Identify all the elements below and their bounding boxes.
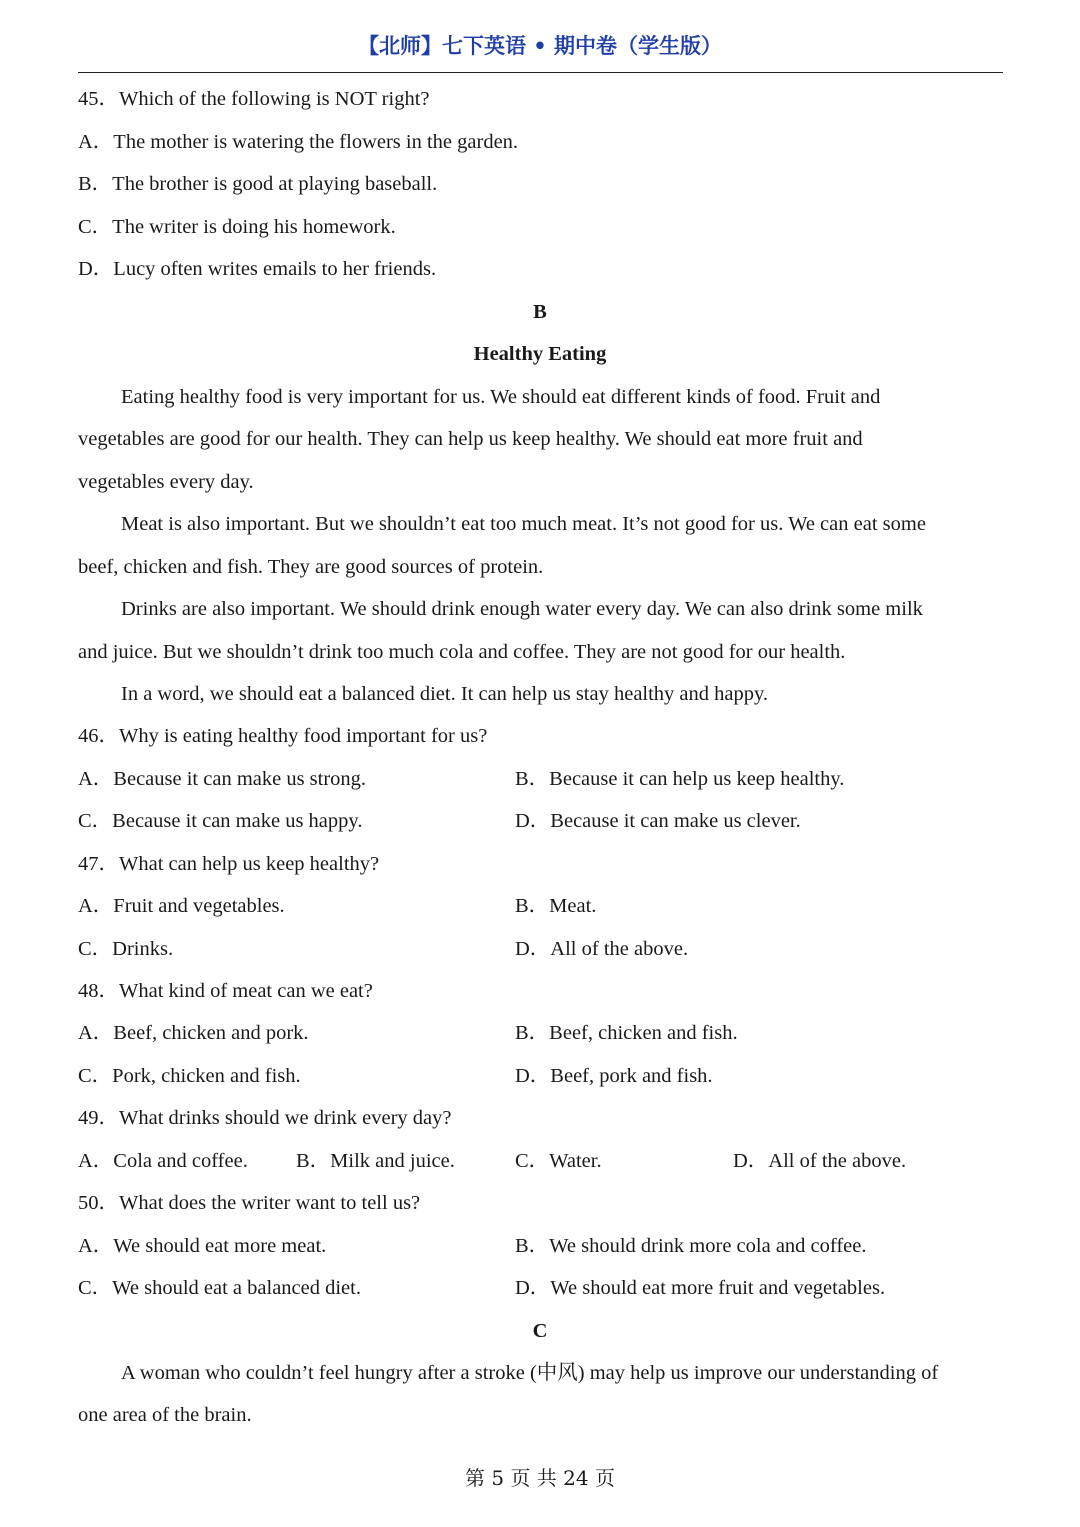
passage-line: A woman who couldn’t feel hungry after a stroke (中风) may help us improve our understanding of — [121, 1362, 939, 1384]
q47-stem: 47．What can help us keep healthy? — [78, 853, 380, 875]
section-b-title: Healthy Eating — [473, 343, 607, 365]
q46-option-b: B．Because it can help us keep healthy. — [515, 768, 845, 790]
q46-stem: 46．Why is eating healthy food important for us? — [78, 725, 488, 747]
section-b-letter: B — [533, 301, 547, 323]
q48-option-d: D．Beef, pork and fish. — [515, 1065, 713, 1087]
q49-option-d: D．All of the above. — [733, 1150, 907, 1172]
q47-option-b: B．Meat. — [515, 895, 597, 917]
q49-option-b: B．Milk and juice. — [296, 1150, 455, 1172]
q49-stem: 49．What drinks should we drink every day? — [78, 1107, 452, 1129]
q50-option-a: A．We should eat more meat. — [78, 1235, 327, 1257]
header-divider — [78, 72, 1003, 73]
q48-option-c: C．Pork, chicken and fish. — [78, 1065, 301, 1087]
q45-option-b: B．The brother is good at playing baseball. — [78, 173, 438, 195]
q49-option-a: A．Cola and coffee. — [78, 1150, 248, 1172]
q47-option-c: C．Drinks. — [78, 938, 174, 960]
q47-option-a: A．Fruit and vegetables. — [78, 895, 285, 917]
passage-line: one area of the brain. — [78, 1404, 252, 1426]
q50-option-d: D．We should eat more fruit and vegetables. — [515, 1277, 886, 1299]
q46-option-d: D．Because it can make us clever. — [515, 810, 801, 832]
passage-line: In a word, we should eat a balanced diet. It can help us stay healthy and happy. — [121, 683, 769, 705]
passage-line: Drinks are also important. We should drink enough water every day. We can also drink some milk — [121, 598, 923, 620]
passage-line: and juice. But we shouldn’t drink too much cola and coffee. They are not good for our health. — [78, 641, 846, 663]
passage-line: vegetables every day. — [78, 471, 254, 493]
page-header: 【北师】七下英语 • 期中卷（学生版） — [357, 34, 723, 58]
q45-stem: 45．Which of the following is NOT right? — [78, 88, 430, 110]
q50-option-c: C．We should eat a balanced diet. — [78, 1277, 361, 1299]
q45-option-c: C．The writer is doing his homework. — [78, 216, 396, 238]
passage-line: vegetables are good for our health. They can help us keep healthy. We should eat more fruit and — [78, 428, 863, 450]
q47-option-d: D．All of the above. — [515, 938, 689, 960]
q46-option-a: A．Because it can make us strong. — [78, 768, 367, 790]
q50-option-b: B．We should drink more cola and coffee. — [515, 1235, 867, 1257]
passage-line: Eating healthy food is very important for us. We should eat different kinds of food. Fruit and — [121, 386, 881, 408]
q45-option-d: D．Lucy often writes emails to her friends. — [78, 258, 437, 280]
page-footer: 第 5 页 共 24 页 — [465, 1466, 615, 1490]
q50-stem: 50．What does the writer want to tell us? — [78, 1192, 421, 1214]
q48-stem: 48．What kind of meat can we eat? — [78, 980, 373, 1002]
q48-option-b: B．Beef, chicken and fish. — [515, 1022, 738, 1044]
q48-option-a: A．Beef, chicken and pork. — [78, 1022, 309, 1044]
section-c-letter: C — [532, 1320, 548, 1342]
q46-option-c: C．Because it can make us happy. — [78, 810, 363, 832]
q49-option-c: C．Water. — [515, 1150, 602, 1172]
q45-option-a: A．The mother is watering the flowers in the garden. — [78, 131, 519, 153]
passage-line: Meat is also important. But we shouldn’t eat too much meat. It’s not good for us. We can eat some — [121, 513, 926, 535]
passage-line: beef, chicken and fish. They are good sources of protein. — [78, 556, 544, 578]
